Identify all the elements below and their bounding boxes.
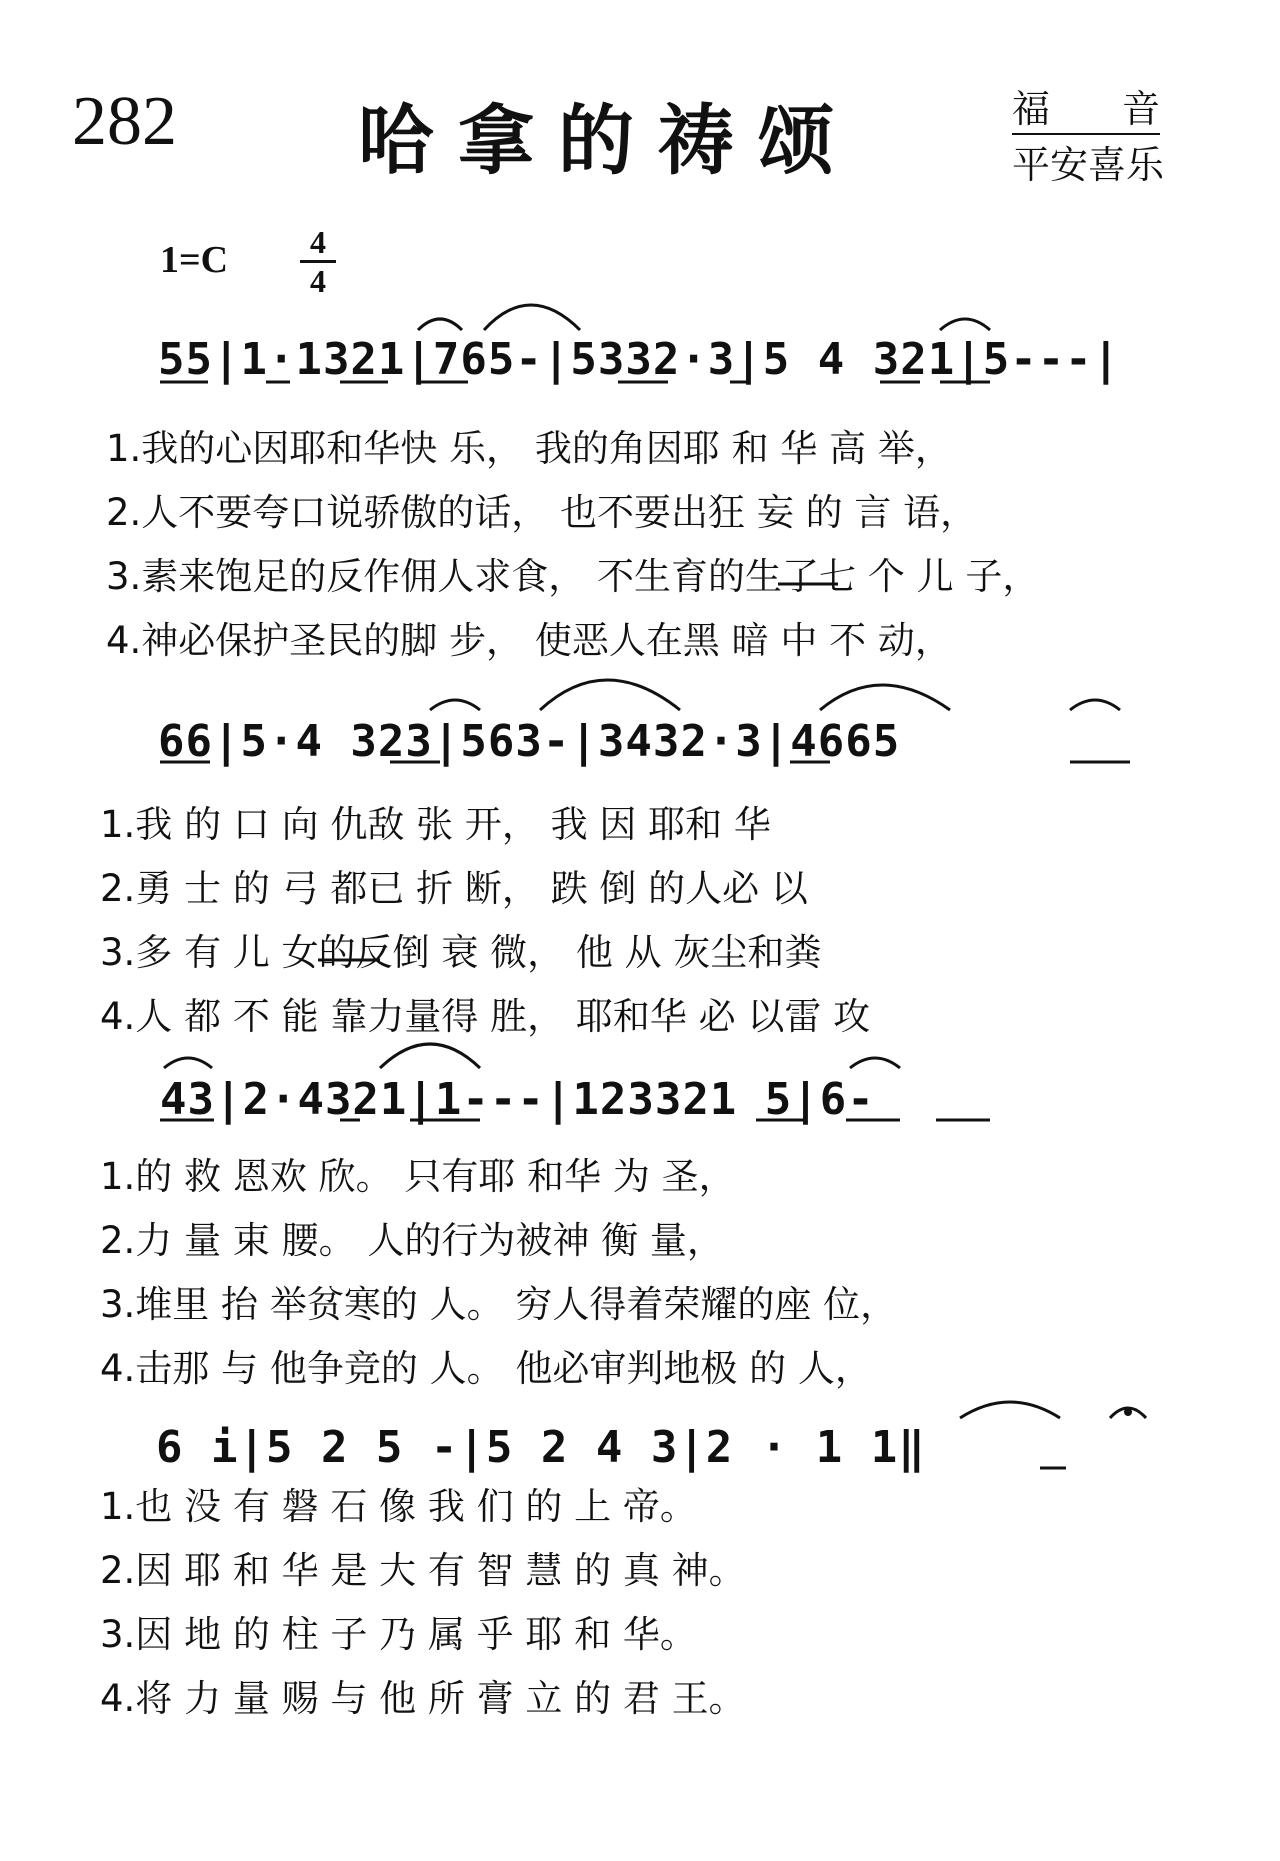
slur: [540, 680, 680, 710]
notation-line-3: 43|2·4321|1---|123321 5|6-: [160, 1074, 875, 1125]
notation-line-2: 66|5·4 323|563-|3432·3|4665: [158, 716, 901, 767]
lyric-line-4-verse-3: 3.因 地 的 柱 子 乃 属 乎 耶 和 华。: [100, 1613, 697, 1656]
slur: [820, 685, 950, 710]
lyric-line-1-verse-3: 3.素来饱足的反作佣人求食， 不生育的生了七 个 儿 子，: [106, 555, 1040, 598]
key-signature: 1=C: [160, 239, 229, 281]
time-signature-bottom: 4: [310, 263, 326, 299]
lyric-line-3-verse-1: 1.的 救 恩欢 欣。 只有耶 和华 为 圣，: [100, 1155, 736, 1198]
time-signature-top: 4: [310, 224, 326, 260]
slur: [418, 319, 462, 330]
lyric-line-2-verse-3: 3.多 有 儿 女的反倒 衰 微， 他 从 灰尘和粪: [100, 931, 822, 974]
source-left-char: 福: [1012, 87, 1051, 131]
hymn-title: 哈拿的祷颂: [358, 96, 858, 185]
slur: [430, 700, 480, 710]
lyric-line-2-verse-4: 4.人 都 不 能 靠力量得 胜， 耶和华 必 以雷 攻: [100, 995, 871, 1038]
slur: [164, 1058, 212, 1068]
lyric-line-1-verse-2: 2.人不要夸口说骄傲的话， 也不要出狂 妄 的 言 语，: [106, 491, 978, 534]
slur: [940, 319, 990, 330]
notation-line-4: 6 i|5 2 5 -|5 2 4 3|2 · 1 1‖: [156, 1422, 926, 1473]
source-book: 平安喜乐: [1012, 143, 1165, 187]
source-right-char: 音: [1121, 87, 1160, 131]
notation-line-1: 55|1·1321|765-|5332·3|5 4 321|5---|: [158, 334, 1121, 385]
lyric-line-2-verse-2: 2.勇 士 的 弓 都已 折 断， 跌 倒 的人必 以: [100, 867, 808, 910]
hymn-number: 282: [72, 83, 177, 160]
lyric-line-4-verse-2: 2.因 耶 和 华 是 大 有 智 慧 的 真 神。: [100, 1549, 746, 1592]
lyric-line-2-verse-1: 1.我 的 口 向 仇敌 张 开， 我 因 耶和 华: [100, 803, 771, 846]
lyric-line-4-verse-1: 1.也 没 有 磐 石 像 我 们 的 上 帝。: [100, 1485, 697, 1528]
slur: [484, 305, 580, 330]
slur: [1070, 700, 1120, 710]
lyric-line-4-verse-4: 4.将 力 量 赐 与 他 所 膏 立 的 君 王。: [100, 1677, 746, 1720]
fermata-dot: [1124, 1408, 1132, 1416]
lyric-line-3-verse-2: 2.力 量 束 腰。 人的行为被神 衡 量，: [100, 1219, 724, 1262]
lyric-line-3-verse-4: 4.击那 与 他争竞的 人。 他必审判地极 的 人，: [100, 1347, 872, 1390]
slur: [380, 1044, 480, 1068]
slur: [850, 1058, 900, 1068]
lyric-line-1-verse-4: 4.神必保护圣民的脚 步， 使恶人在黑 暗 中 不 动，: [106, 619, 952, 662]
lyric-line-3-verse-3: 3.堆里 抬 举贫寒的 人。 穷人得着荣耀的座 位，: [100, 1283, 898, 1326]
slur: [960, 1402, 1060, 1418]
lyric-line-1-verse-1: 1.我的心因耶和华快 乐， 我的角因耶 和 华 高 举，: [106, 427, 952, 470]
